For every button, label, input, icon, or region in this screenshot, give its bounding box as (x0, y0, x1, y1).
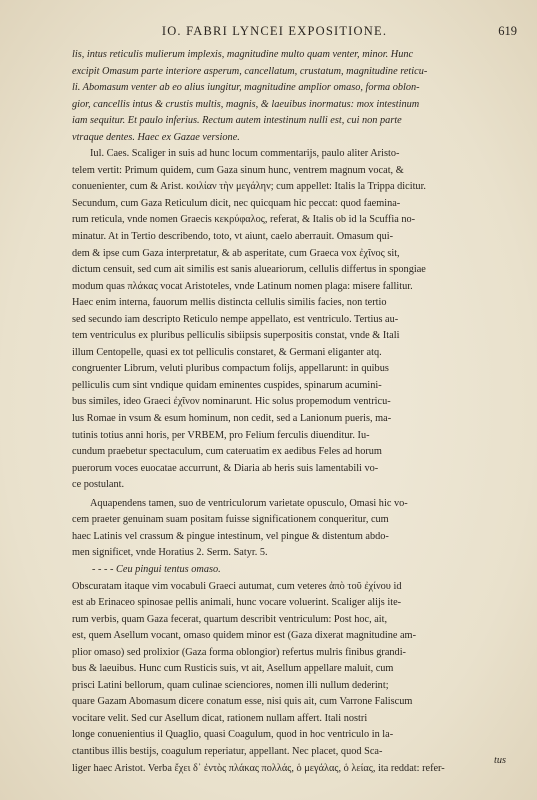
text-line: illum Centopelle, quasi ex tot pelliculis constaret, & Germani eliganter atq. (72, 346, 382, 358)
text-line: telem vertit: Primum quidem, cum Gaza sinum hunc, ventrem magnum vocat, & (72, 164, 404, 176)
text-line: excipit Omasum parte interiore asperum, cancellatum, crustatum, magnitudine reticu- (72, 65, 428, 77)
text-line: tutinis totius anni horis, per VRBEM, pro Felium ferculis diuenditur. Iu- (72, 429, 370, 441)
paragraph-1 (72, 47, 506, 146)
text-line: haec Latinis vel crassum & pingue intestinum, vel pingue & distentum abdo- (72, 530, 389, 542)
text-line: bus & laeuibus. Hunc cum Rusticis suis, vt ait, Asellum appellare maluit, cum (72, 663, 394, 675)
text-line: Iul. Caes. Scaliger in suis ad hunc locum commentarijs, paulo aliter Aristo- (90, 148, 400, 160)
page-header (72, 24, 517, 48)
text-line: ctantibus illis bestijs, coagulum reperiatur, appellant. Nec placet, quod Sca- (72, 745, 383, 757)
text-line: pelliculis cum sint vndique quidam eminentes cuspides, spinarum acumini- (72, 379, 382, 391)
text-line: longe conuenientius il Quaglio, quasi Coagulum, quod in hoc ventriculo in la- (72, 729, 394, 741)
text-line: Obscuratam itaque vim vocabuli Graeci autumat, cum veteres ἀπὸ τοῦ ἐχίνου id (72, 580, 402, 592)
paragraph-3 (72, 496, 506, 579)
text-body (72, 47, 506, 777)
text-line: dictum censuit, sed cum ait similis est sanis alueariorum, cellulis differtus in spongiae (72, 264, 426, 276)
text-line: tem ventriculus ex pluribus pelliculis sibiipsis superpositis constat, vnde & Itali (72, 330, 400, 342)
text-line: puerorum voces euocatae accurrunt, & Diaria ab heris suis lamentabili vo- (72, 462, 379, 474)
text-line: lus Romae in vsum & esum hominum, non cedit, sed a Lanionum pueris, ma- (72, 413, 392, 425)
text-line: li. Abomasum venter ab eo alius iungitur, magnitudine amplior omaso, forma oblon- (72, 82, 420, 94)
text-line: vtraque dentes. Haec ex Gazae versione. (72, 131, 240, 143)
text-line: modum quas πλάκας vocat Aristoteles, vnde Latinum nomen plaga: misere fallitur. (72, 280, 413, 292)
text-line: minatur. At in Tertio describendo, toto, vt aiunt, caelo aberrauit. Omasum qui- (72, 231, 394, 243)
text-line: prisci Latini bellorum, quam culinae scienciores, nomen illi nullum dederint; (72, 679, 389, 691)
text-line: rum verbis, quam Gaza fecerat, quartum describit ventriculum: Post hoc, ait, (72, 613, 388, 625)
paragraph-4 (72, 579, 506, 778)
paragraph-2 (72, 146, 506, 493)
text-line: cundum praebetur spectaculum, cum cateruatim ex aedibus Feles ad horum (72, 446, 382, 458)
catchword: tus (493, 755, 506, 766)
text-line: Secundum, cum Gaza Reticulum dicit, nec quicquam hic peccat: quod faemina- (72, 197, 401, 209)
text-line: quare Gazam Abomasum dicere conatum esse, nisi quis ait, cum Varrone Faliscum (72, 696, 413, 708)
text-line: Aquapendens tamen, suo de ventriculorum varietate opusculo, Omasi hic vo- (90, 497, 408, 509)
text-line: bus similes, ideo Graeci ἐχῖνον nominarunt. Hic solus propemodum ventricu- (72, 396, 391, 408)
text-line: Haec enim interna, fauorum mellis distincta cellulis similis facies, non tertio (72, 297, 387, 309)
running-title: IO. FABRI LYNCEI EXPOSITIONE. (161, 24, 388, 38)
text-line: est, quem Asellum vocant, omaso quidem minor est (Gaza dixerat magnitudine am- (72, 630, 417, 642)
text-line: dem & ipse cum Gaza interpretatur, & ab asperitate, cum Graeca vox ἐχῖνος sit, (72, 247, 400, 259)
text-line: lis, intus reticulis mulierum implexis, magnitudine multo quam venter, minor. Hunc (72, 49, 414, 60)
text-line: ce postulant. (72, 479, 125, 491)
text-line: sed secundo iam descripto Reticulo nempe appellato, est ventriculo. Tertius au- (72, 313, 399, 325)
verse-quotation: - - - - Ceu pingui tentus omaso. (92, 563, 221, 575)
page-number: 619 (498, 24, 517, 38)
text-line: cem praeter genuinam suam positam fuisse significationem conqueritur, cum (72, 514, 389, 526)
text-line: rum reticula, vnde nomen Graecis κεκρύφαλος, referat, & Italis ob id la Scuffia no- (72, 214, 416, 226)
text-line: liger haec Aristot. Verba ἔχει δ᾽ ἐντὸς πλάκας πολλάς, ὁ μεγάλας, ὁ λείας, ita reddat: refer- (72, 762, 445, 774)
text-line: conuenienter, cum & Arist. κοιλίαν τὴν μεγάλην; cum appellet: Italis la Trippa dicitur. (72, 181, 427, 193)
text-line: est ab Erinaceo spinosae pellis animali, hunc vocare voluerint. Scaliger alijs ite- (72, 597, 402, 609)
text-line: men significet, vnde Horatius 2. Serm. Satyr. 5. (72, 547, 268, 559)
text-line: plior omaso) sed prolixior (Gaza forma oblongior) refertus mulris finibus grandi- (72, 646, 406, 658)
text-line: vocitare velit. Sed cur Asellum dicat, rationem nullam affert. Itali nostri (72, 712, 368, 724)
text-line: congruenter Librum, veluti pluribus compactum folijs, appellarunt: in quibus (72, 363, 389, 375)
text-line: gior, cancellis intus & crustis multis, magnis, & laeuibus inormatus: mox intestinum (72, 98, 420, 110)
text-line: iam sequitur. Et paulo inferius. Rectum autem intestinum nulli est, cui non parte (72, 115, 402, 127)
